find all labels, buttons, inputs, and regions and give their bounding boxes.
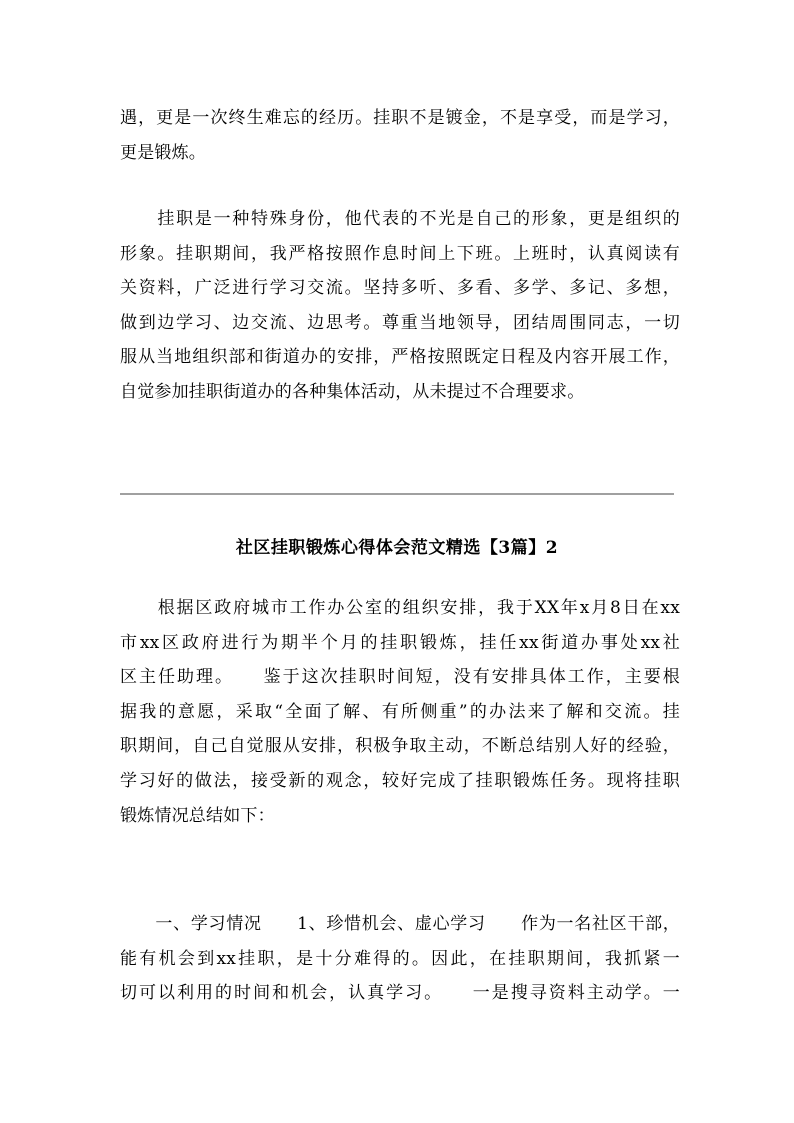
text-line: 据我的意愿，采取“全面了解、有所侧重”的办法来了解和交流。挂	[120, 701, 680, 722]
text-line: 挂职是一种特殊身份，他代表的不光是自己的形象，更是组织的	[120, 209, 680, 229]
text-line: 形象。挂职期间，我严格按照作息时间上下班。上班时，认真阅读有	[120, 243, 680, 264]
text-line: 职期间，自己自觉服从安排，积极争取主动，不断总结别人好的经验，	[120, 736, 680, 757]
text-line: 关资料，广泛进行学习交流。坚持多听、多看、多学、多记、多想，	[120, 278, 680, 299]
section-divider	[120, 493, 674, 495]
text-line: 能有机会到xx挂职，是十分难得的。因此，在挂职期间，我抓紧一	[120, 948, 680, 969]
paragraph-identity	[120, 202, 680, 410]
text-line: 学习好的做法，接受新的观念，较好完成了挂职锻炼任务。现将挂职	[120, 770, 680, 791]
text-line: 更是锻炼。	[120, 142, 206, 163]
text-line: 切可以利用的时间和机会，认真学习。 一是搜寻资料主动学。一	[120, 983, 680, 1004]
text-line: 锻炼情况总结如下：	[120, 805, 275, 826]
text-line: 市xx区政府进行为期半个月的挂职锻炼，挂任xx街道办事处xx社	[120, 632, 680, 653]
text-line: 根据区政府城市工作办公室的组织安排，我于XX年x月8日在xx	[120, 598, 680, 618]
text-line: 遇，更是一次终生难忘的经历。挂职不是镀金，不是享受，而是学习，	[120, 108, 680, 128]
section-title: 社区挂职锻炼心得体会范文精选【3篇】2	[235, 538, 559, 558]
paragraph-continued	[120, 101, 680, 170]
text-line: 做到边学习、边交流、边思考。尊重当地领导，团结周围同志，一切	[120, 312, 680, 333]
paragraph-study-situation	[120, 907, 680, 1011]
text-line: 服从当地组织部和街道办的安排，严格按照既定日程及内容开展工作，	[120, 347, 680, 368]
text-line: 自觉参加挂职街道办的各种集体活动，从未提过不合理要求。	[120, 381, 585, 402]
text-line: 区主任助理。 鉴于这次挂职时间短，没有安排具体工作，主要根	[120, 667, 680, 688]
text-line: 一、学习情况 1、珍惜机会、虚心学习 作为一名社区干部，	[120, 914, 680, 934]
paragraph-introduction	[120, 591, 680, 833]
